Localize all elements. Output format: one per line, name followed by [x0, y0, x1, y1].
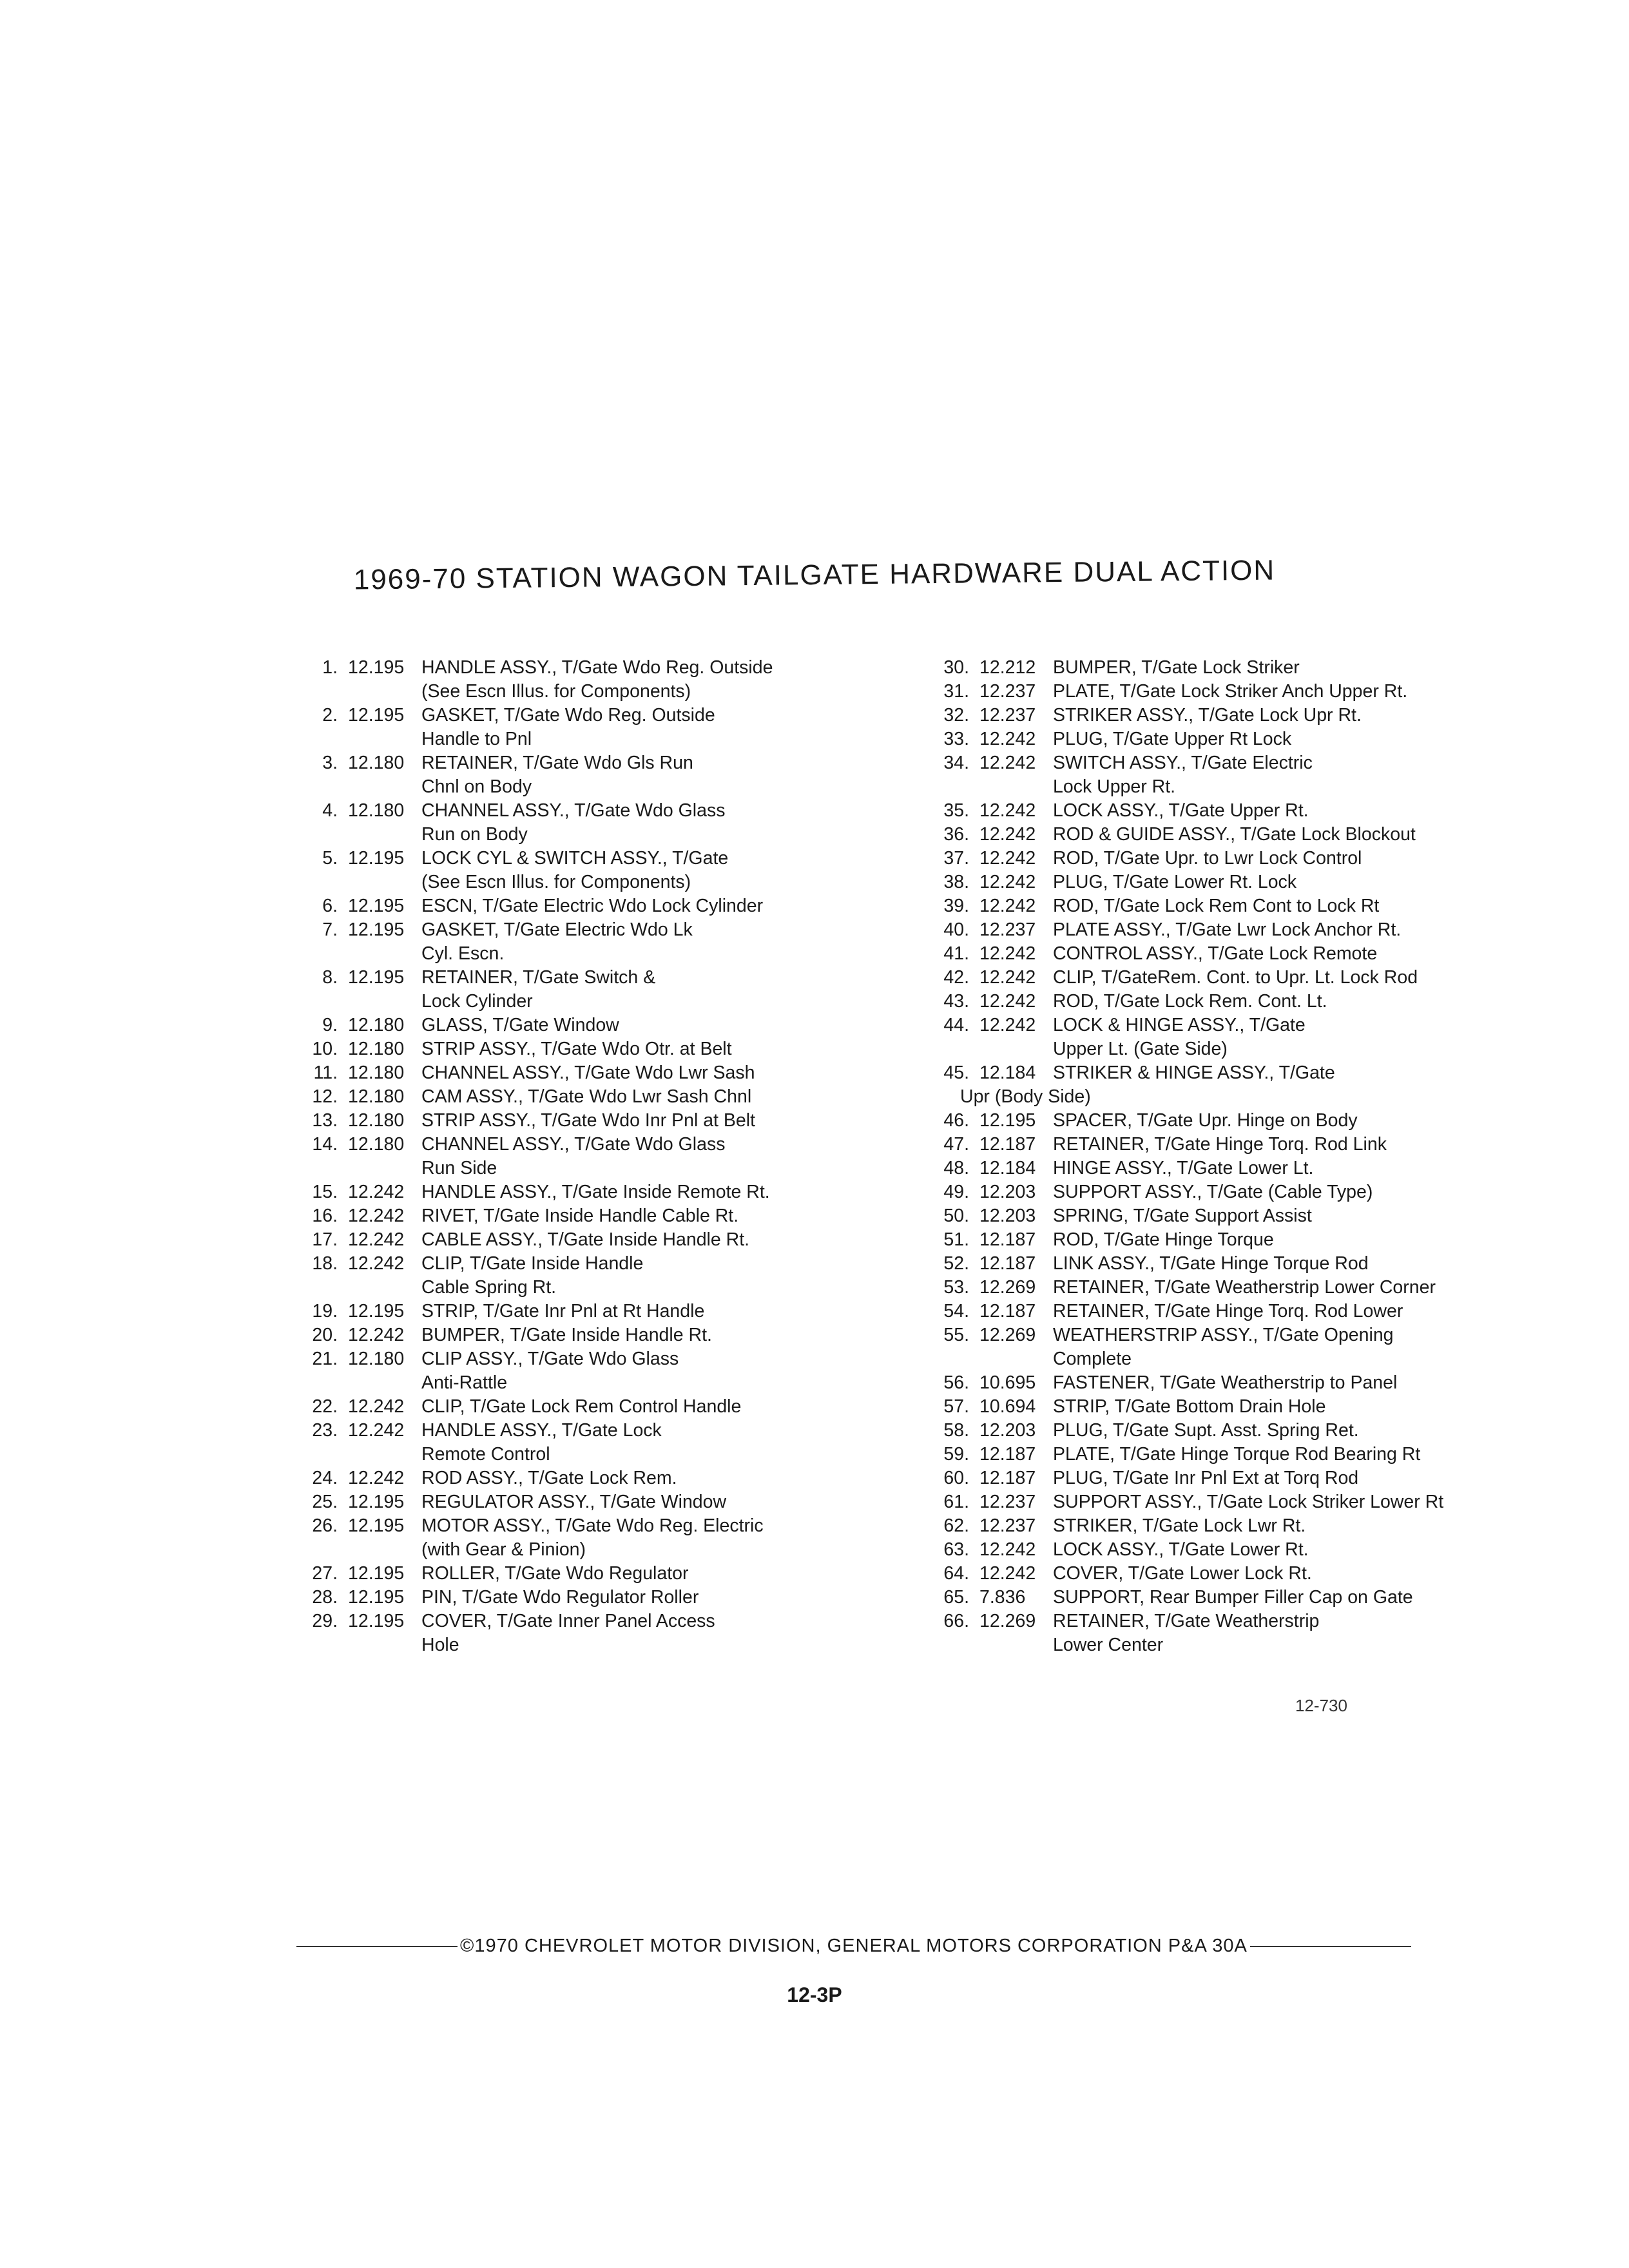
item-description: STRIKER ASSY., T/Gate Lock Upr Rt. — [1053, 705, 1362, 726]
item-code: 12.242 — [979, 872, 1036, 892]
list-item — [915, 1371, 1443, 1395]
item-number: 18. — [312, 1253, 338, 1274]
item-number: 7. — [322, 919, 338, 940]
item-description: MOTOR ASSY., T/Gate Wdo Reg. Electric — [421, 1515, 764, 1536]
footer-rule-right — [1250, 1946, 1411, 1947]
item-description: RETAINER, T/Gate Hinge Torq. Rod Lower — [1053, 1301, 1403, 1321]
item-number: 2. — [322, 705, 338, 726]
item-number: 53. — [943, 1277, 969, 1298]
item-description: CHANNEL ASSY., T/Gate Wdo Lwr Sash — [421, 1062, 755, 1083]
item-code: 12.180 — [348, 1062, 405, 1083]
item-description: BUMPER, T/Gate Inside Handle Rt. — [421, 1325, 712, 1345]
illustration-plate-number: 12-730 — [1295, 1696, 1347, 1715]
item-description: RETAINER, T/Gate Switch & — [421, 967, 656, 988]
item-code: 12.195 — [348, 1611, 405, 1631]
list-item — [915, 1014, 1443, 1037]
item-number: 17. — [312, 1229, 338, 1250]
item-code: 12.187 — [979, 1468, 1036, 1488]
item-code: 12.187 — [979, 1229, 1036, 1250]
item-code: 12.242 — [979, 896, 1036, 916]
item-description: STRIP ASSY., T/Gate Wdo Inr Pnl at Belt — [421, 1110, 755, 1131]
list-item — [915, 680, 1443, 704]
footer — [296, 1936, 1534, 1957]
footer-rule-left — [296, 1946, 458, 1947]
item-number: 15. — [312, 1182, 338, 1202]
item-number: 37. — [943, 848, 969, 869]
item-description: CHANNEL ASSY., T/Gate Wdo Glass — [421, 1134, 726, 1155]
parts-list-left — [284, 656, 773, 1657]
item-number: 52. — [943, 1253, 969, 1274]
item-description-continued: Run Side — [421, 1158, 497, 1178]
item-description-continued: Upr (Body Side) — [960, 1086, 1091, 1107]
item-description: LOCK ASSY., T/Gate Upper Rt. — [1053, 800, 1309, 821]
item-code: 12.242 — [979, 729, 1036, 749]
item-description: LINK ASSY., T/Gate Hinge Torque Rod — [1053, 1253, 1369, 1274]
item-description-continued: Hole — [421, 1635, 459, 1655]
item-code: 12.195 — [348, 1587, 405, 1608]
list-item — [284, 1204, 773, 1228]
list-item — [284, 1133, 773, 1157]
list-item — [284, 1466, 773, 1490]
item-description: SUPPORT ASSY., T/Gate (Cable Type) — [1053, 1182, 1373, 1202]
item-description: STRIP, T/Gate Inr Pnl at Rt Handle — [421, 1301, 705, 1321]
item-number: 43. — [943, 991, 969, 1012]
item-description: STRIP ASSY., T/Gate Wdo Otr. at Belt — [421, 1039, 732, 1059]
item-number: 27. — [312, 1563, 338, 1584]
item-description: CLIP ASSY., T/Gate Wdo Glass — [421, 1349, 679, 1369]
item-description: SWITCH ASSY., T/Gate Electric — [1053, 753, 1313, 773]
item-description: RETAINER, T/Gate Wdo Gls Run — [421, 753, 693, 773]
list-item — [915, 1157, 1443, 1180]
item-description-continued: (See Escn Illus. for Components) — [421, 681, 691, 702]
item-description: GASKET, T/Gate Electric Wdo Lk — [421, 919, 693, 940]
item-number: 11. — [313, 1062, 338, 1083]
item-code: 12.269 — [979, 1277, 1036, 1298]
list-item — [284, 1252, 773, 1276]
item-number: 49. — [943, 1182, 969, 1202]
page-title: 1969-70 STATION WAGON TAILGATE HARDWARE DUAL ACTION — [353, 554, 1276, 596]
item-number: 10. — [312, 1039, 338, 1059]
list-item — [915, 656, 1443, 680]
item-code: 12.237 — [979, 705, 1036, 726]
list-item — [915, 1466, 1443, 1490]
item-code: 12.180 — [348, 1086, 405, 1107]
item-description: PLATE ASSY., T/Gate Lwr Lock Anchor Rt. — [1053, 919, 1402, 940]
list-item — [284, 966, 773, 990]
item-code: 12.195 — [348, 705, 405, 726]
item-number: 61. — [943, 1492, 969, 1512]
item-number: 66. — [943, 1611, 969, 1631]
item-description: ROD, T/Gate Lock Rem. Cont. Lt. — [1053, 991, 1327, 1012]
item-number: 62. — [943, 1515, 969, 1536]
item-code: 12.180 — [348, 753, 405, 773]
item-number: 24. — [312, 1468, 338, 1488]
item-code: 12.242 — [348, 1468, 405, 1488]
item-number: 58. — [943, 1420, 969, 1441]
list-item — [284, 1180, 773, 1204]
list-item — [915, 1228, 1443, 1252]
item-number: 38. — [943, 872, 969, 892]
item-number: 30. — [943, 657, 969, 678]
list-item — [284, 847, 773, 870]
item-code: 12.242 — [979, 1539, 1036, 1560]
item-number: 56. — [943, 1372, 969, 1393]
copyright-line: ©1970 CHEVROLET MOTOR DIVISION, GENERAL MOTORS CORPORATION P&A 30A — [460, 1936, 1248, 1956]
item-code: 10.694 — [979, 1396, 1036, 1417]
page-number: 12-3P — [787, 1983, 842, 2006]
item-number: 3. — [322, 753, 338, 773]
item-description: HANDLE ASSY., T/Gate Lock — [421, 1420, 662, 1441]
item-number: 50. — [943, 1206, 969, 1226]
item-number: 60. — [943, 1468, 969, 1488]
item-description: STRIKER, T/Gate Lock Lwr Rt. — [1053, 1515, 1306, 1536]
item-code: 12.237 — [979, 1492, 1036, 1512]
item-code: 10.695 — [979, 1372, 1036, 1393]
item-number: 5. — [322, 848, 338, 869]
list-item — [915, 870, 1443, 894]
item-description: CABLE ASSY., T/Gate Inside Handle Rt. — [421, 1229, 750, 1250]
list-item — [284, 1228, 773, 1252]
item-description: ROD, T/Gate Upr. to Lwr Lock Control — [1053, 848, 1362, 869]
item-number: 12. — [312, 1086, 338, 1107]
item-code: 12.195 — [348, 1515, 405, 1536]
item-description: BUMPER, T/Gate Lock Striker — [1053, 657, 1300, 678]
list-item — [915, 1061, 1443, 1085]
item-number: 63. — [943, 1539, 969, 1560]
item-description: RETAINER, T/Gate Weatherstrip — [1053, 1611, 1320, 1631]
item-number: 64. — [943, 1563, 969, 1584]
item-code: 12.195 — [979, 1110, 1036, 1131]
item-code: 12.242 — [348, 1396, 405, 1417]
item-description: CONTROL ASSY., T/Gate Lock Remote — [1053, 943, 1378, 964]
item-code: 12.180 — [348, 1039, 405, 1059]
item-description-continued: Anti-Rattle — [421, 1372, 508, 1393]
item-description: RETAINER, T/Gate Hinge Torq. Rod Link — [1053, 1134, 1387, 1155]
item-number: 34. — [943, 753, 969, 773]
list-item — [915, 990, 1443, 1014]
item-number: 25. — [312, 1492, 338, 1512]
item-description-continued: (See Escn Illus. for Components) — [421, 872, 691, 892]
item-number: 28. — [312, 1587, 338, 1608]
list-item — [915, 1204, 1443, 1228]
item-number: 57. — [943, 1396, 969, 1417]
list-item — [284, 1419, 773, 1443]
item-description: GASKET, T/Gate Wdo Reg. Outside — [421, 705, 715, 726]
item-code: 12.195 — [348, 848, 405, 869]
item-description-continued: (with Gear & Pinion) — [421, 1539, 586, 1560]
item-description: ROLLER, T/Gate Wdo Regulator — [421, 1563, 689, 1584]
item-description-continued: Upper Lt. (Gate Side) — [1053, 1039, 1228, 1059]
list-item — [915, 1323, 1443, 1347]
item-description-continued: Lock Cylinder — [421, 991, 533, 1012]
item-description: ROD & GUIDE ASSY., T/Gate Lock Blockout — [1053, 824, 1416, 845]
list-item — [284, 656, 773, 680]
item-description: ROD, T/Gate Hinge Torque — [1053, 1229, 1274, 1250]
item-description: SUPPORT, Rear Bumper Filler Cap on Gate — [1053, 1587, 1413, 1608]
item-description: PLUG, T/Gate Upper Rt Lock — [1053, 729, 1292, 749]
list-item — [915, 1586, 1443, 1610]
list-item — [284, 1323, 773, 1347]
list-item — [284, 799, 773, 823]
item-code: 12.242 — [348, 1182, 405, 1202]
item-number: 22. — [312, 1396, 338, 1417]
item-code: 12.195 — [348, 896, 405, 916]
item-code: 12.269 — [979, 1611, 1036, 1631]
list-item — [915, 704, 1443, 727]
item-code: 12.212 — [979, 657, 1036, 678]
list-item — [915, 1180, 1443, 1204]
item-code: 12.242 — [979, 943, 1036, 964]
list-item — [284, 1395, 773, 1419]
list-item — [284, 1085, 773, 1109]
item-description: CLIP, T/GateRem. Cont. to Upr. Lt. Lock Rod — [1053, 967, 1418, 988]
list-item — [915, 1395, 1443, 1419]
list-item — [915, 942, 1443, 966]
item-description: STRIKER & HINGE ASSY., T/Gate — [1053, 1062, 1335, 1083]
item-description-continued: Cable Spring Rt. — [421, 1277, 557, 1298]
list-item — [284, 1347, 773, 1371]
item-number: 20. — [312, 1325, 338, 1345]
item-code: 12.242 — [979, 824, 1036, 845]
item-code: 12.242 — [348, 1229, 405, 1250]
list-item — [915, 1562, 1443, 1586]
list-item — [284, 751, 773, 775]
item-code: 12.195 — [348, 1563, 405, 1584]
item-description: ESCN, T/Gate Electric Wdo Lock Cylinder — [421, 896, 764, 916]
item-number: 42. — [943, 967, 969, 988]
item-number: 19. — [312, 1301, 338, 1321]
list-item — [915, 1514, 1443, 1538]
item-code: 12.242 — [979, 967, 1036, 988]
item-number: 59. — [943, 1444, 969, 1465]
item-code: 12.242 — [348, 1253, 405, 1274]
item-code: 12.237 — [979, 919, 1036, 940]
item-code: 12.237 — [979, 681, 1036, 702]
item-code: 7.836 — [979, 1587, 1026, 1608]
item-description: PLUG, T/Gate Lower Rt. Lock — [1053, 872, 1297, 892]
list-item — [915, 751, 1443, 775]
item-description: SUPPORT ASSY., T/Gate Lock Striker Lower Rt — [1053, 1492, 1444, 1512]
list-item — [915, 1109, 1443, 1133]
item-code: 12.184 — [979, 1062, 1036, 1083]
item-description-continued: Chnl on Body — [421, 776, 532, 797]
list-item — [284, 1562, 773, 1586]
item-description: ROD ASSY., T/Gate Lock Rem. — [421, 1468, 677, 1488]
item-description-continued: Cyl. Escn. — [421, 943, 505, 964]
item-number: 54. — [943, 1301, 969, 1321]
list-item — [915, 1490, 1443, 1514]
item-code: 12.242 — [348, 1420, 405, 1441]
item-description-continued: Run on Body — [421, 824, 528, 845]
item-description: COVER, T/Gate Inner Panel Access — [421, 1611, 715, 1631]
item-code: 12.203 — [979, 1420, 1036, 1441]
list-item — [915, 1610, 1443, 1633]
item-description-continued: Lower Center — [1053, 1635, 1164, 1655]
item-description: COVER, T/Gate Lower Lock Rt. — [1053, 1563, 1312, 1584]
item-code: 12.242 — [979, 753, 1036, 773]
item-number: 48. — [943, 1158, 969, 1178]
list-item — [284, 704, 773, 727]
item-number: 1. — [322, 657, 338, 678]
item-number: 36. — [943, 824, 969, 845]
item-code: 12.242 — [348, 1325, 405, 1345]
item-code: 12.180 — [348, 1015, 405, 1035]
item-number: 6. — [322, 896, 338, 916]
item-number: 39. — [943, 896, 969, 916]
list-item — [284, 1037, 773, 1061]
item-number: 32. — [943, 705, 969, 726]
item-number: 13. — [312, 1110, 338, 1131]
item-description: RETAINER, T/Gate Weatherstrip Lower Corner — [1053, 1277, 1436, 1298]
item-description: CLIP, T/Gate Inside Handle — [421, 1253, 644, 1274]
item-code: 12.195 — [348, 657, 405, 678]
list-item — [284, 1109, 773, 1133]
item-description: HINGE ASSY., T/Gate Lower Lt. — [1053, 1158, 1314, 1178]
item-code: 12.180 — [348, 1110, 405, 1131]
list-item — [915, 823, 1443, 847]
item-code: 12.203 — [979, 1206, 1036, 1226]
item-description-continued: Remote Control — [421, 1444, 550, 1465]
item-code: 12.187 — [979, 1301, 1036, 1321]
item-number: 40. — [943, 919, 969, 940]
item-number: 33. — [943, 729, 969, 749]
list-item — [915, 847, 1443, 870]
item-code: 12.180 — [348, 1349, 405, 1369]
item-description: RIVET, T/Gate Inside Handle Cable Rt. — [421, 1206, 739, 1226]
list-item — [915, 894, 1443, 918]
item-code: 12.187 — [979, 1134, 1036, 1155]
item-code: 12.195 — [348, 1301, 405, 1321]
item-description: LOCK & HINGE ASSY., T/Gate — [1053, 1015, 1306, 1035]
item-number: 29. — [312, 1611, 338, 1631]
item-number: 47. — [943, 1134, 969, 1155]
item-description: ROD, T/Gate Lock Rem Cont to Lock Rt — [1053, 896, 1380, 916]
item-description: PLUG, T/Gate Inr Pnl Ext at Torq Rod — [1053, 1468, 1359, 1488]
item-description: REGULATOR ASSY., T/Gate Window — [421, 1492, 727, 1512]
item-number: 55. — [943, 1325, 969, 1345]
item-number: 9. — [322, 1015, 338, 1035]
item-description: PLUG, T/Gate Supt. Asst. Spring Ret. — [1053, 1420, 1359, 1441]
item-number: 4. — [322, 800, 338, 821]
item-description: HANDLE ASSY., T/Gate Wdo Reg. Outside — [421, 657, 773, 678]
item-number: 16. — [312, 1206, 338, 1226]
item-code: 12.187 — [979, 1444, 1036, 1465]
item-description: LOCK ASSY., T/Gate Lower Rt. — [1053, 1539, 1309, 1560]
list-item — [284, 1586, 773, 1610]
list-item — [284, 1061, 773, 1085]
item-number: 31. — [943, 681, 969, 702]
item-description: STRIP, T/Gate Bottom Drain Hole — [1053, 1396, 1326, 1417]
list-item — [284, 1610, 773, 1633]
item-description-continued: Lock Upper Rt. — [1053, 776, 1176, 797]
item-code: 12.195 — [348, 967, 405, 988]
item-number: 23. — [312, 1420, 338, 1441]
item-description: FASTENER, T/Gate Weatherstrip to Panel — [1053, 1372, 1398, 1393]
item-code: 12.180 — [348, 1134, 405, 1155]
list-item — [915, 1443, 1443, 1466]
item-number: 65. — [943, 1587, 969, 1608]
item-description: CHANNEL ASSY., T/Gate Wdo Glass — [421, 800, 726, 821]
item-code: 12.242 — [979, 1015, 1036, 1035]
list-item — [915, 1419, 1443, 1443]
item-description: CAM ASSY., T/Gate Wdo Lwr Sash Chnl — [421, 1086, 752, 1107]
item-description: PLATE, T/Gate Lock Striker Anch Upper Rt. — [1053, 681, 1408, 702]
item-code: 12.187 — [979, 1253, 1036, 1274]
list-item — [915, 727, 1443, 751]
item-number: 21. — [312, 1349, 338, 1369]
list-item — [284, 918, 773, 942]
list-item — [284, 1514, 773, 1538]
item-number: 45. — [943, 1062, 969, 1083]
item-number: 44. — [943, 1015, 969, 1035]
list-item — [284, 1490, 773, 1514]
item-number: 8. — [322, 967, 338, 988]
list-item — [915, 799, 1443, 823]
item-code: 12.269 — [979, 1325, 1036, 1345]
item-number: 46. — [943, 1110, 969, 1131]
item-description: WEATHERSTRIP ASSY., T/Gate Opening — [1053, 1325, 1394, 1345]
item-description: LOCK CYL & SWITCH ASSY., T/Gate — [421, 848, 729, 869]
item-description: HANDLE ASSY., T/Gate Inside Remote Rt. — [421, 1182, 770, 1202]
item-number: 35. — [943, 800, 969, 821]
item-code: 12.242 — [979, 1563, 1036, 1584]
item-description: SPRING, T/Gate Support Assist — [1053, 1206, 1312, 1226]
list-item — [915, 1252, 1443, 1276]
list-item — [915, 1133, 1443, 1157]
item-code: 12.180 — [348, 800, 405, 821]
list-item — [284, 1300, 773, 1323]
parts-list-right — [915, 656, 1443, 1657]
item-number: 14. — [312, 1134, 338, 1155]
item-description-continued: Handle to Pnl — [421, 729, 532, 749]
item-code: 12.184 — [979, 1158, 1036, 1178]
list-item — [915, 1538, 1443, 1562]
item-description: PIN, T/Gate Wdo Regulator Roller — [421, 1587, 699, 1608]
list-item — [915, 1276, 1443, 1300]
item-number: 51. — [943, 1229, 969, 1250]
item-code: 12.195 — [348, 1492, 405, 1512]
item-code: 12.242 — [979, 800, 1036, 821]
item-code: 12.242 — [979, 848, 1036, 869]
item-code: 12.242 — [979, 991, 1036, 1012]
item-description: PLATE, T/Gate Hinge Torque Rod Bearing Rt — [1053, 1444, 1421, 1465]
list-item — [915, 1300, 1443, 1323]
list-item — [915, 966, 1443, 990]
list-item — [284, 894, 773, 918]
item-code: 12.195 — [348, 919, 405, 940]
item-code: 12.242 — [348, 1206, 405, 1226]
list-item — [915, 918, 1443, 942]
item-description: GLASS, T/Gate Window — [421, 1015, 619, 1035]
item-code: 12.237 — [979, 1515, 1036, 1536]
item-code: 12.203 — [979, 1182, 1036, 1202]
item-description: SPACER, T/Gate Upr. Hinge on Body — [1053, 1110, 1358, 1131]
list-item — [284, 1014, 773, 1037]
item-number: 41. — [943, 943, 969, 964]
item-description: CLIP, T/Gate Lock Rem Control Handle — [421, 1396, 742, 1417]
item-description-continued: Complete — [1053, 1349, 1132, 1369]
item-number: 26. — [312, 1515, 338, 1536]
